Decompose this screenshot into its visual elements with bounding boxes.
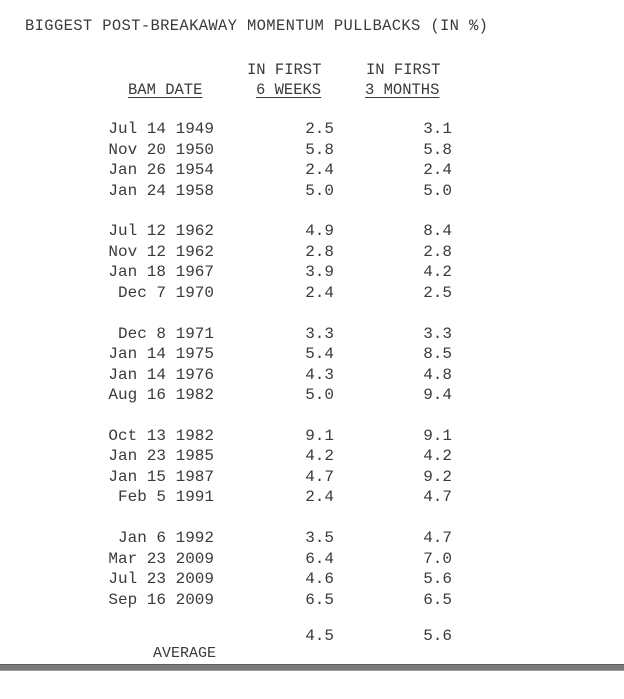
header-months-line1: IN FIRST <box>366 61 441 79</box>
three-months-cell: 4.7 <box>423 529 452 548</box>
table-row <box>0 591 624 611</box>
bam-date-cell: Jul 12 1962 <box>108 222 214 241</box>
average-row <box>0 627 624 662</box>
table-row <box>0 325 624 345</box>
six-weeks-cell: 4.6 <box>305 570 334 589</box>
bam-date-cell: Feb 5 1991 <box>117 488 214 507</box>
three-months-cell: 8.4 <box>423 222 452 241</box>
average-3-months: 5.6 <box>423 627 452 645</box>
three-months-cell: 9.2 <box>423 467 452 486</box>
six-weeks-cell: 6.5 <box>305 590 334 609</box>
six-weeks-cell: 3.9 <box>305 263 334 282</box>
table-row <box>0 570 624 590</box>
bam-date-cell: Jan 23 1985 <box>108 447 214 466</box>
three-months-cell: 6.5 <box>423 590 452 609</box>
table-title: BIGGEST POST-BREAKAWAY MOMENTUM PULLBACKS (IN %) <box>25 17 489 35</box>
six-weeks-cell: 2.4 <box>305 161 334 179</box>
header-months-line2: 3 MONTHS <box>365 81 440 99</box>
average-6-weeks: 4.5 <box>305 627 334 645</box>
bottom-divider <box>0 664 624 671</box>
bam-date-cell: Jan 24 1958 <box>108 181 214 200</box>
average-label: AVERAGE <box>152 645 216 662</box>
three-months-cell: 3.3 <box>423 324 452 343</box>
six-weeks-cell: 5.0 <box>305 181 334 200</box>
six-weeks-cell: 4.2 <box>305 447 334 466</box>
table-row <box>0 386 624 406</box>
table-row <box>0 366 624 386</box>
table-row <box>0 468 624 488</box>
table-row <box>0 550 624 570</box>
table-row <box>0 222 624 242</box>
six-weeks-cell: 2.4 <box>305 283 334 302</box>
three-months-cell: 4.7 <box>423 488 452 507</box>
table-row <box>0 243 624 263</box>
table-row <box>0 284 624 304</box>
six-weeks-cell: 3.3 <box>305 324 334 343</box>
six-weeks-cell: 5.8 <box>305 140 334 159</box>
bam-date-cell: Oct 13 1982 <box>108 426 214 445</box>
bam-date-cell: Jul 14 1949 <box>108 120 214 138</box>
bam-date-cell: Mar 23 2009 <box>108 549 214 568</box>
bam-date-cell: Nov 12 1962 <box>108 242 214 261</box>
header-date: BAM DATE <box>128 81 203 99</box>
bam-date-cell: Sep 16 2009 <box>108 590 214 609</box>
three-months-cell: 5.8 <box>423 140 452 159</box>
table-row <box>0 529 624 549</box>
three-months-cell: 5.0 <box>423 181 452 200</box>
three-months-cell: 2.4 <box>423 161 452 179</box>
bam-date-cell: Jan 15 1987 <box>108 467 214 486</box>
six-weeks-cell: 2.8 <box>305 242 334 261</box>
six-weeks-cell: 3.5 <box>305 529 334 548</box>
bam-date-cell: Dec 7 1970 <box>117 283 214 302</box>
six-weeks-cell: 2.5 <box>305 120 334 138</box>
table-row <box>0 141 624 161</box>
six-weeks-cell: 5.0 <box>305 386 334 405</box>
three-months-cell: 8.5 <box>423 345 452 364</box>
table-row <box>0 263 624 283</box>
six-weeks-cell: 9.1 <box>305 426 334 445</box>
table-row <box>0 182 624 202</box>
three-months-cell: 3.1 <box>423 120 452 138</box>
three-months-cell: 5.6 <box>423 570 452 589</box>
three-months-cell: 4.2 <box>423 263 452 282</box>
six-weeks-cell: 2.4 <box>305 488 334 507</box>
table-row <box>0 120 624 140</box>
three-months-cell: 7.0 <box>423 549 452 568</box>
six-weeks-cell: 4.9 <box>305 222 334 241</box>
header-weeks-line2: 6 WEEKS <box>256 81 322 99</box>
bam-date-cell: Dec 8 1971 <box>117 324 214 343</box>
table-row <box>0 488 624 508</box>
six-weeks-cell: 5.4 <box>305 345 334 364</box>
bam-date-cell: Aug 16 1982 <box>108 386 214 405</box>
bam-date-cell: Jul 23 2009 <box>108 570 214 589</box>
three-months-cell: 9.1 <box>423 426 452 445</box>
three-months-cell: 9.4 <box>423 386 452 405</box>
bam-date-cell: Nov 20 1950 <box>108 140 214 159</box>
table-row <box>0 345 624 365</box>
table-row <box>0 161 624 181</box>
three-months-cell: 4.2 <box>423 447 452 466</box>
six-weeks-cell: 4.3 <box>305 365 334 384</box>
three-months-cell: 2.8 <box>423 242 452 261</box>
three-months-cell: 4.8 <box>423 365 452 384</box>
six-weeks-cell: 6.4 <box>305 549 334 568</box>
three-months-cell: 2.5 <box>423 283 452 302</box>
bam-date-cell: Jan 14 1976 <box>108 365 214 384</box>
header-weeks-line1: IN FIRST <box>247 61 322 79</box>
bam-date-cell: Jan 6 1992 <box>117 529 214 548</box>
bam-date-cell: Jan 26 1954 <box>108 161 214 179</box>
table-row <box>0 447 624 467</box>
table-row <box>0 427 624 447</box>
six-weeks-cell: 4.7 <box>305 467 334 486</box>
bam-date-cell: Jan 14 1975 <box>108 345 214 364</box>
bam-date-cell: Jan 18 1967 <box>108 263 214 282</box>
